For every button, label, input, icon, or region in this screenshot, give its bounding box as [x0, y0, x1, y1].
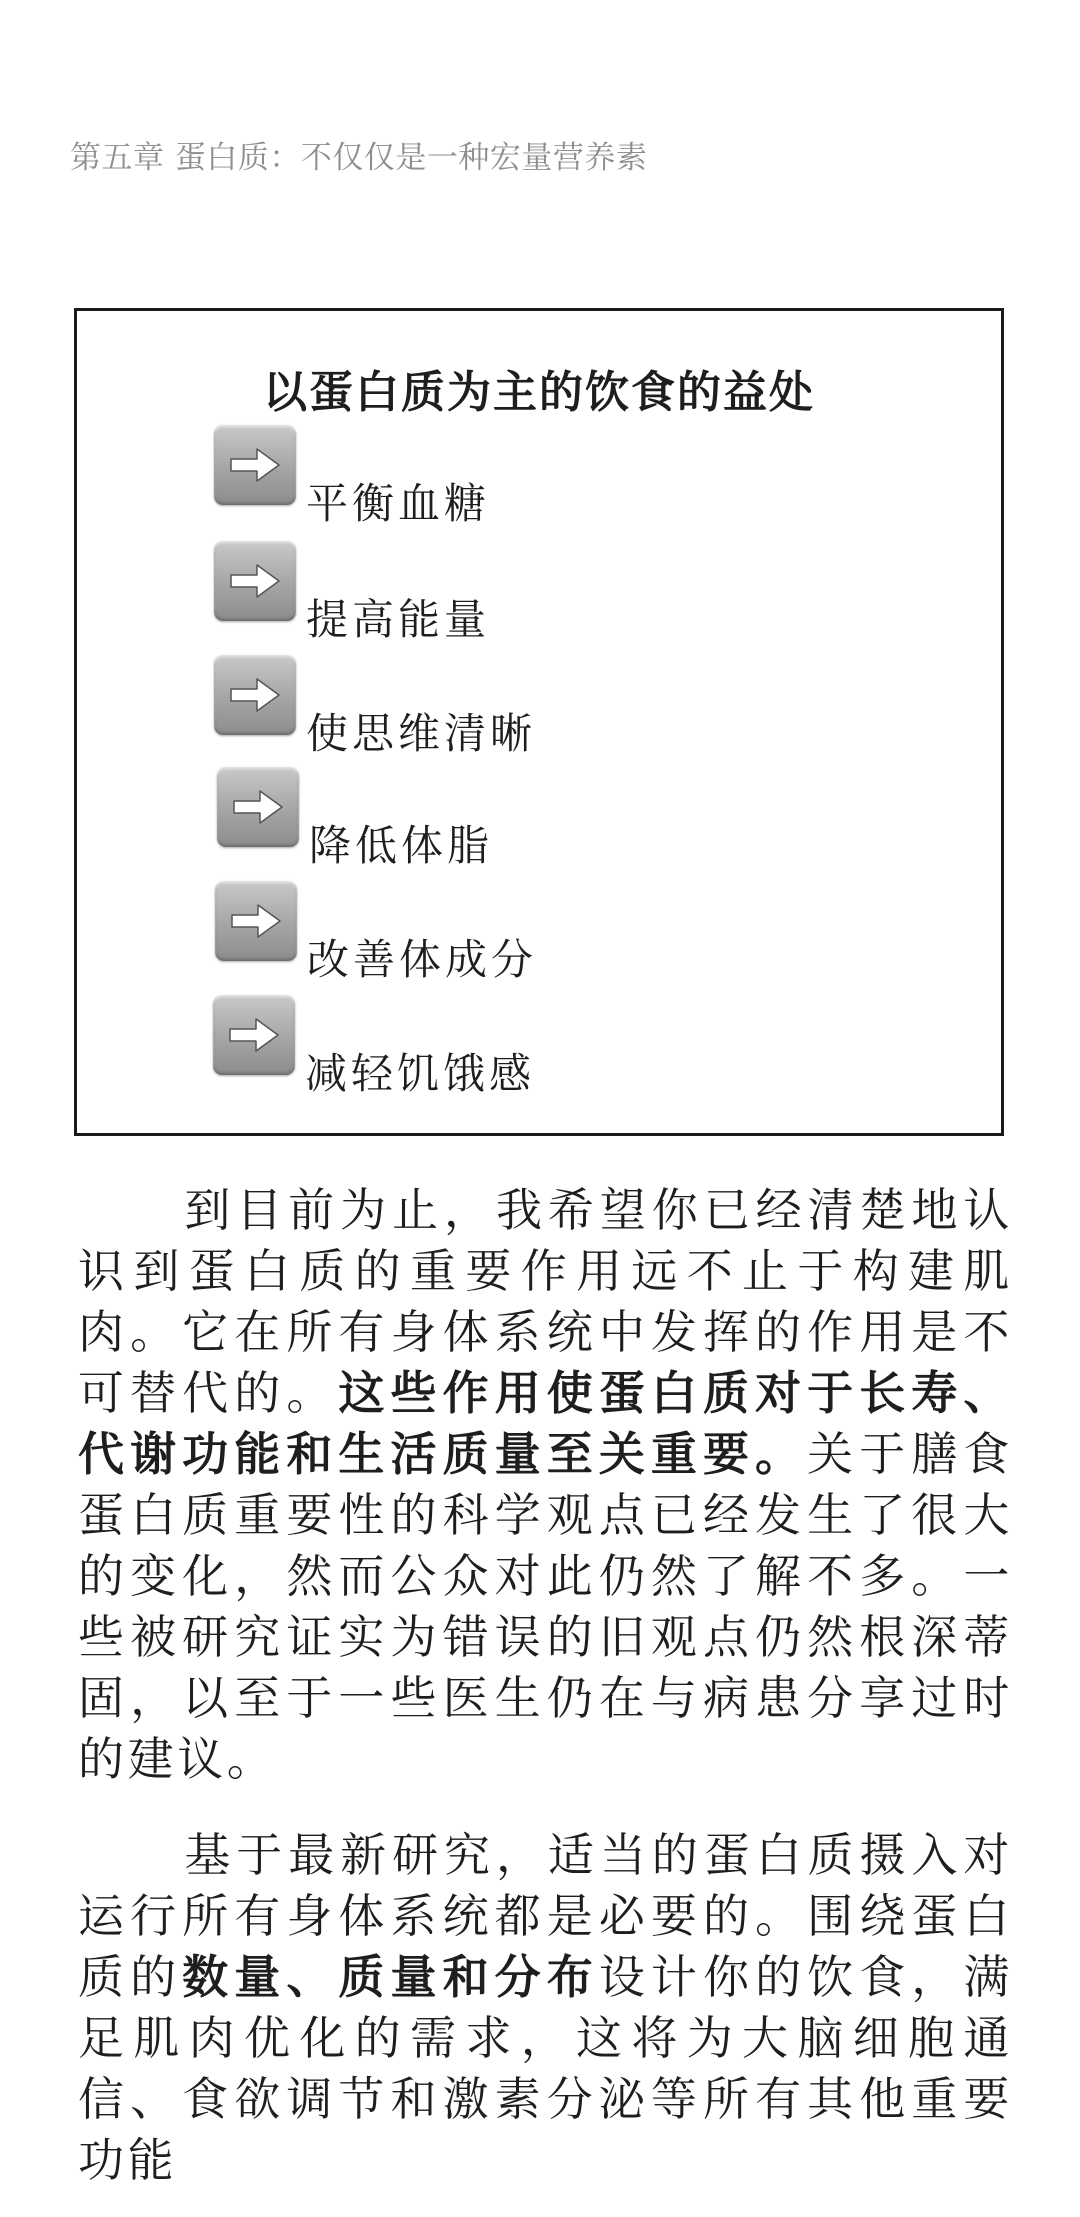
benefit-item	[217, 767, 717, 870]
chapter-header: 第五章 蛋白质：不仅仅是一种宏量营养素	[70, 140, 648, 176]
benefit-label: 减轻饥饿感	[305, 1049, 536, 1098]
emphasis-text: 数量、质量和分布	[182, 1950, 599, 2004]
benefit-label: 平衡血糖	[306, 479, 491, 528]
benefits-box	[74, 308, 1004, 1136]
emphasis-text: 这些作用使蛋白质对于长寿、代谢功能和生活质量至关重要。	[78, 1366, 1014, 1481]
box-title: 以蛋白质为主的饮食的益处	[263, 367, 815, 418]
right-arrow-icon	[214, 541, 296, 621]
paragraph-text: 关于膳食蛋白质重要性的科学观点已经发生了很大的变化，然而公众对此仍然了解不多。一些被研究证实为错误的旧观点仍然根深蒂固，以至于一些医生仍在与病患分享过时的建议。	[78, 1427, 1014, 1786]
benefit-item	[214, 425, 714, 528]
paragraph-text: 设计你的饮食，满足肌肉优化的需求，这将为大脑细胞通信、食欲调节和激素分泌等所有其他重要功能	[78, 1950, 1013, 2187]
right-arrow-icon	[217, 767, 299, 847]
body-paragraph-1	[78, 1180, 1013, 1790]
right-arrow-icon	[214, 425, 296, 505]
right-arrow-icon	[214, 655, 296, 735]
benefit-label: 使思维清晰	[306, 709, 537, 758]
benefit-item	[213, 995, 713, 1098]
benefit-item	[215, 881, 715, 984]
benefit-label: 提高能量	[306, 595, 491, 644]
body-paragraph-2	[78, 1825, 1013, 2191]
paragraph-text: 基于最新研究，适当的蛋白质摄入对运行所有身体系统都是必要的。围绕蛋白质的	[78, 1828, 1013, 2004]
benefit-label: 降低体脂	[309, 821, 494, 870]
right-arrow-icon	[213, 995, 295, 1075]
right-arrow-icon	[215, 881, 297, 961]
benefit-label: 改善体成分	[307, 935, 538, 984]
benefit-item	[214, 541, 714, 644]
benefit-item	[214, 655, 714, 758]
paragraph-text: 到目前为止，我希望你已经清楚地认识到蛋白质的重要作用远不止于构建肌肉。它在所有身体系统中发挥的作用是不可替代的。	[78, 1183, 1013, 1420]
